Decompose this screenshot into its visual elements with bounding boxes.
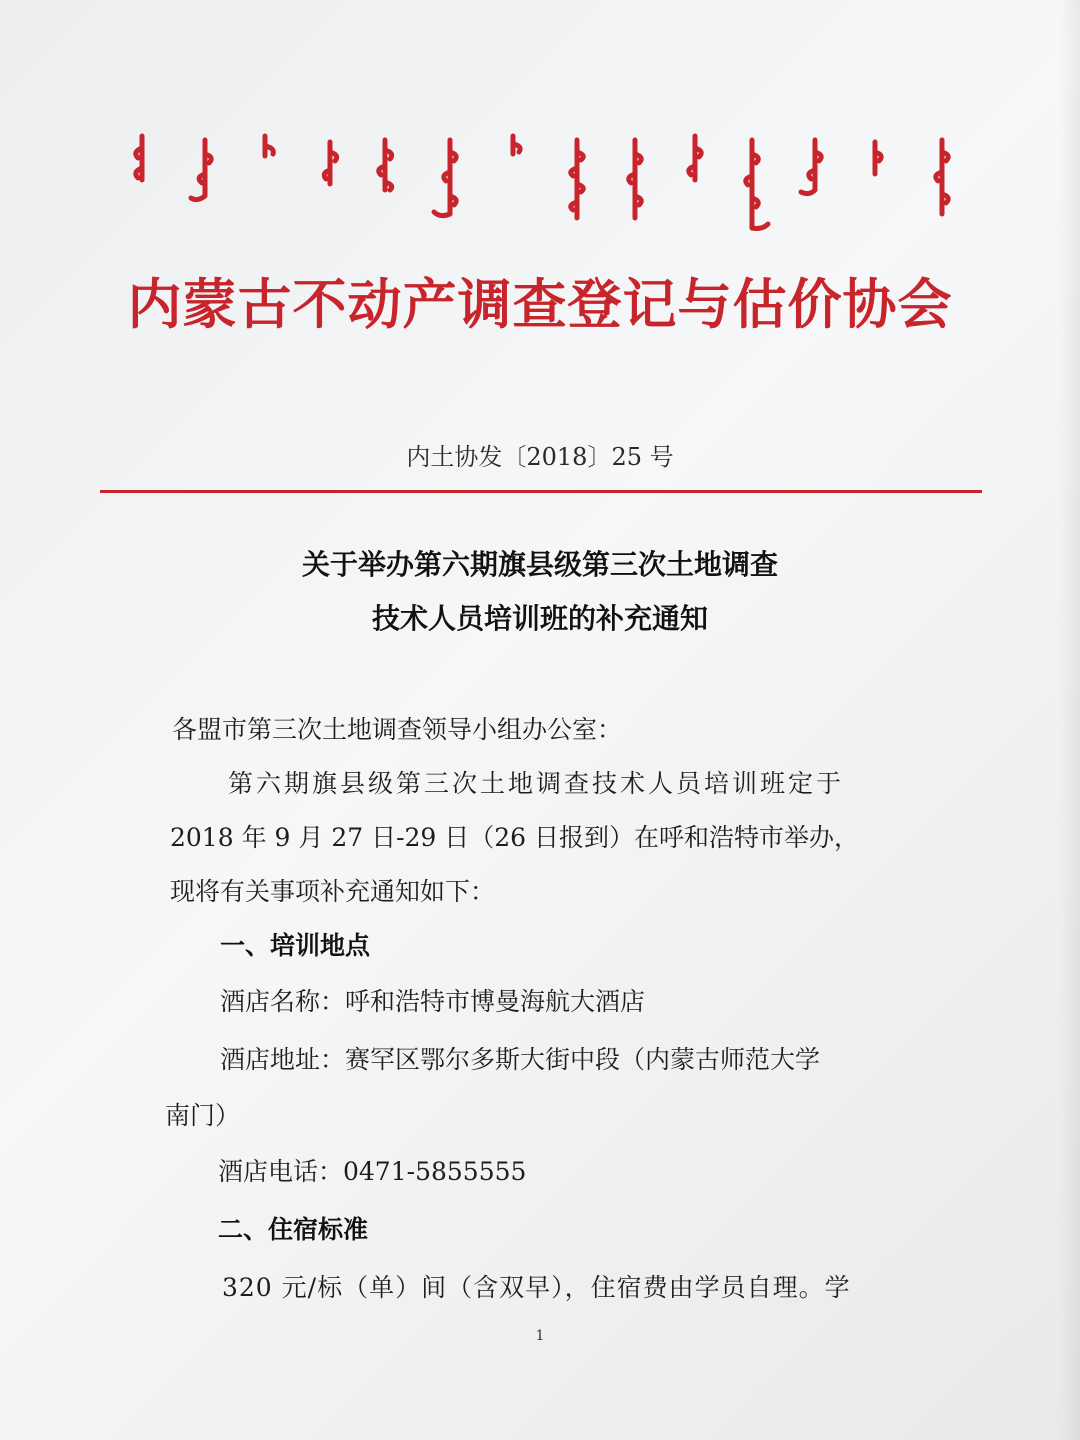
accommodation-text: 320 元/标（单）间（含双早），住宿费由学员自理。学	[222, 1273, 851, 1302]
hotel-phone: 酒店电话：0471-5855555	[218, 1157, 527, 1186]
page-number: 1	[535, 1328, 545, 1344]
notice-title-line-1: 关于举办第六期旗县级第三次土地调查	[301, 548, 778, 581]
hotel-address-line-1: 酒店地址：赛罕区鄂尔多斯大街中段（内蒙古师范大学	[220, 1045, 821, 1074]
intro-line-2: 2018 年 9 月 27 日-29 日（26 日报到）在呼和浩特市举办，	[170, 823, 860, 852]
page-edge-shadow	[1060, 0, 1080, 1440]
hotel-address-line-2: 南门）	[165, 1101, 241, 1130]
red-divider	[100, 490, 982, 493]
intro-line-3: 现将有关事项补充通知如下：	[170, 877, 496, 906]
hotel-name: 酒店名称：呼和浩特市博曼海航大酒店	[220, 987, 646, 1016]
notice-title-line-2: 技术人员培训班的补充通知	[371, 602, 708, 635]
document-number: 内土协发〔2018〕25 号	[406, 443, 674, 471]
organization-title: 内蒙古不动产调查登记与估价协会	[127, 272, 953, 336]
salutation: 各盟市第三次土地调查领导小组办公室：	[172, 715, 623, 744]
section-1-heading: 一、培训地点	[220, 931, 371, 960]
intro-line-1: 第六期旗县级第三次土地调查技术人员培训班定于	[228, 769, 845, 798]
section-2-heading: 二、住宿标准	[218, 1215, 369, 1244]
mongolian-script-letterhead	[120, 118, 970, 253]
